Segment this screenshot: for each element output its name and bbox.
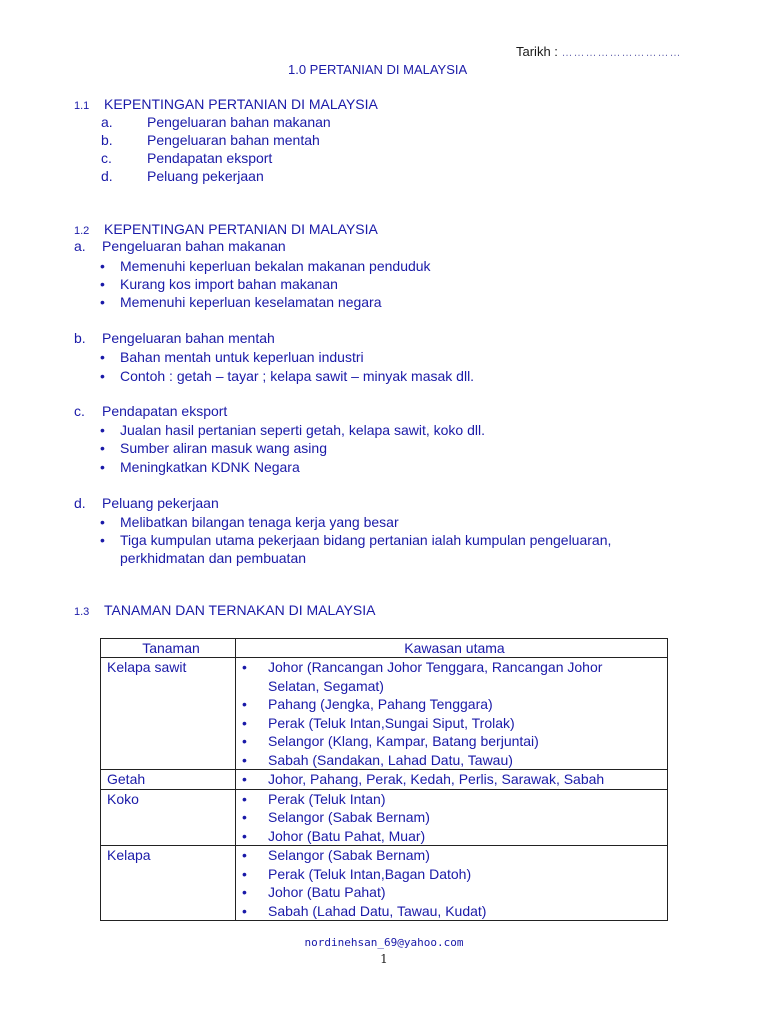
area-cell [236, 846, 668, 921]
group-title: Pengeluaran bahan mentah [102, 330, 275, 346]
area-text: Perak (Teluk Intan,Bagan Datoh) [268, 865, 472, 882]
section-1-3-heading [74, 602, 376, 618]
table-row [101, 658, 668, 770]
table-header-row [101, 639, 668, 658]
bullet-text: Kurang kos import bahan makanan [120, 276, 338, 292]
bullet-item [100, 440, 660, 458]
section-title: TANAMAN DAN TERNAKAN DI MALAYSIA [104, 602, 376, 618]
group-title: Pendapatan eksport [102, 403, 228, 419]
table-header-cell: Tanaman [101, 639, 236, 658]
group-title: Peluang pekerjaan [102, 495, 219, 511]
group-letter: d. [74, 495, 86, 511]
bullet-icon: • [100, 258, 105, 274]
bullet-item [100, 368, 660, 386]
bullet-icon: • [242, 827, 247, 844]
area-item [242, 790, 667, 809]
list-letter: a. [101, 114, 113, 130]
area-item [242, 714, 667, 733]
crops-table [100, 638, 668, 921]
group-heading [74, 403, 474, 421]
area-item [242, 902, 667, 921]
bullet-text-continued: perkhidmatan dan pembuatan [120, 550, 307, 566]
area-cell [236, 789, 668, 846]
group-title: Pengeluaran bahan makanan [102, 238, 286, 254]
area-item [242, 808, 667, 827]
group-letter: c. [74, 403, 85, 419]
bullet-icon: • [100, 459, 105, 475]
bullet-item [100, 514, 660, 532]
area-item [242, 846, 667, 865]
section-number: 1.3 [74, 606, 90, 618]
date-label: Tarikh : [516, 44, 558, 59]
area-text: Selangor (Sabak Bernam) [268, 847, 430, 863]
area-text: Selatan, Segamat) [268, 677, 384, 694]
bullet-icon: • [242, 696, 247, 712]
list-text: Peluang pekerjaan [147, 168, 264, 184]
bullet-icon: • [100, 294, 105, 310]
area-item [242, 770, 667, 789]
crop-name: Getah [107, 771, 146, 787]
bullet-icon: • [100, 514, 105, 530]
area-item [242, 827, 667, 846]
bullet-icon: • [242, 733, 247, 749]
area-text: Johor (Rancangan Johor Tenggara, Rancangan Johor [268, 659, 603, 675]
list-letter: c. [101, 150, 112, 166]
area-item [242, 695, 667, 714]
date-blank: ………………………… [561, 47, 682, 59]
list-item [101, 114, 501, 132]
crop-name: Kelapa [107, 847, 151, 863]
area-text: Perak (Teluk Intan,Sungai Siput, Trolak) [268, 714, 515, 731]
table-row [101, 789, 668, 846]
table-header-cell: Kawasan utama [236, 639, 668, 658]
bullet-icon: • [242, 771, 247, 787]
list-item [101, 150, 501, 168]
bullet-icon: • [242, 714, 247, 731]
crop-cell [101, 789, 236, 846]
bullet-item [100, 459, 660, 477]
list-text: Pengeluaran bahan mentah [147, 132, 320, 148]
crop-cell [101, 658, 236, 770]
bullet-icon: • [100, 440, 105, 456]
crop-name: Kelapa sawit [107, 659, 187, 675]
list-item [101, 132, 501, 150]
section-number: 1.1 [74, 100, 90, 112]
area-cell [236, 658, 668, 770]
table-row [101, 846, 668, 921]
group-letter: b. [74, 330, 86, 346]
bullet-item [100, 349, 660, 367]
area-text: Johor, Pahang, Perak, Kedah, Perlis, Sarawak, Sabah [268, 771, 605, 787]
bullet-icon: • [100, 276, 105, 292]
bullet-item [100, 258, 660, 276]
bullet-text: Meningkatkan KDNK Negara [120, 459, 300, 475]
crop-cell [101, 770, 236, 790]
section-1-1-heading [74, 96, 378, 112]
list-letter: d. [101, 168, 113, 184]
bullet-text: Jualan hasil pertanian seperti getah, kelapa sawit, koko dll. [120, 422, 485, 438]
bullet-icon: • [242, 847, 247, 863]
bullet-icon: • [242, 865, 247, 882]
list-text: Pengeluaran bahan makanan [147, 114, 331, 130]
crop-cell [101, 846, 236, 921]
section-number: 1.2 [74, 225, 90, 237]
list-letter: b. [101, 132, 113, 148]
area-text: Johor (Batu Pahat) [268, 884, 386, 900]
bullet-icon: • [242, 751, 247, 768]
bullet-icon: • [242, 790, 247, 807]
area-text: Selangor (Klang, Kampar, Batang berjuntai) [268, 733, 539, 749]
bullet-text: Memenuhi keperluan keselamatan negara [120, 294, 382, 310]
bullet-text: Sumber aliran masuk wang asing [120, 440, 327, 456]
bullet-text: Bahan mentah untuk keperluan industri [120, 349, 364, 365]
area-item [242, 883, 667, 902]
area-text: Pahang (Jengka, Pahang Tenggara) [268, 696, 493, 712]
bullet-icon: • [100, 368, 105, 384]
area-text: Selangor (Sabak Bernam) [268, 809, 430, 825]
area-text: Perak (Teluk Intan) [268, 790, 386, 807]
bullet-item [100, 276, 660, 294]
footer-email: nordinehsan_69@yahoo.com [304, 936, 464, 949]
bullet-item [100, 550, 660, 568]
section-1-2-heading [74, 221, 378, 237]
bullet-text: Memenuhi keperluan bekalan makanan penduduk [120, 258, 431, 274]
area-cell [236, 770, 668, 790]
area-item [242, 732, 667, 751]
group-heading [74, 495, 474, 513]
section-title: KEPENTINGAN PERTANIAN DI MALAYSIA [104, 221, 378, 237]
bullet-icon: • [242, 902, 247, 919]
bullet-icon: • [242, 884, 247, 900]
bullet-icon: • [100, 349, 105, 365]
area-item [242, 658, 667, 677]
group-letter: a. [74, 238, 86, 254]
bullet-icon: • [100, 422, 105, 438]
bullet-icon: • [100, 532, 105, 548]
bullet-item [100, 422, 660, 440]
bullet-item [100, 294, 660, 312]
crop-name: Koko [107, 790, 139, 807]
bullet-text: Contoh : getah – tayar ; kelapa sawit – minyak masak dll. [120, 368, 475, 384]
bullet-text: Melibatkan bilangan tenaga kerja yang besar [120, 514, 399, 530]
area-item [242, 865, 667, 884]
bullet-icon: • [242, 809, 247, 825]
section-title: KEPENTINGAN PERTANIAN DI MALAYSIA [104, 96, 378, 112]
area-text: Johor (Batu Pahat, Muar) [268, 827, 426, 844]
list-item [101, 168, 501, 186]
group-heading [74, 330, 474, 348]
area-item [242, 751, 667, 770]
area-item [242, 677, 667, 696]
page-title: 1.0 PERTANIAN DI MALAYSIA [288, 62, 468, 77]
page-number: 1 [380, 952, 388, 966]
bullet-icon: • [242, 659, 247, 675]
table-row [101, 770, 668, 790]
area-text: Sabah (Lahad Datu, Tawau, Kudat) [268, 902, 487, 919]
bullet-item [100, 532, 660, 550]
date-field [516, 44, 682, 59]
area-text: Sabah (Sandakan, Lahad Datu, Tawau) [268, 751, 513, 768]
group-heading [74, 238, 474, 256]
list-text: Pendapatan eksport [147, 150, 273, 166]
bullet-text: Tiga kumpulan utama pekerjaan bidang pertanian ialah kumpulan pengeluaran, [120, 532, 612, 548]
